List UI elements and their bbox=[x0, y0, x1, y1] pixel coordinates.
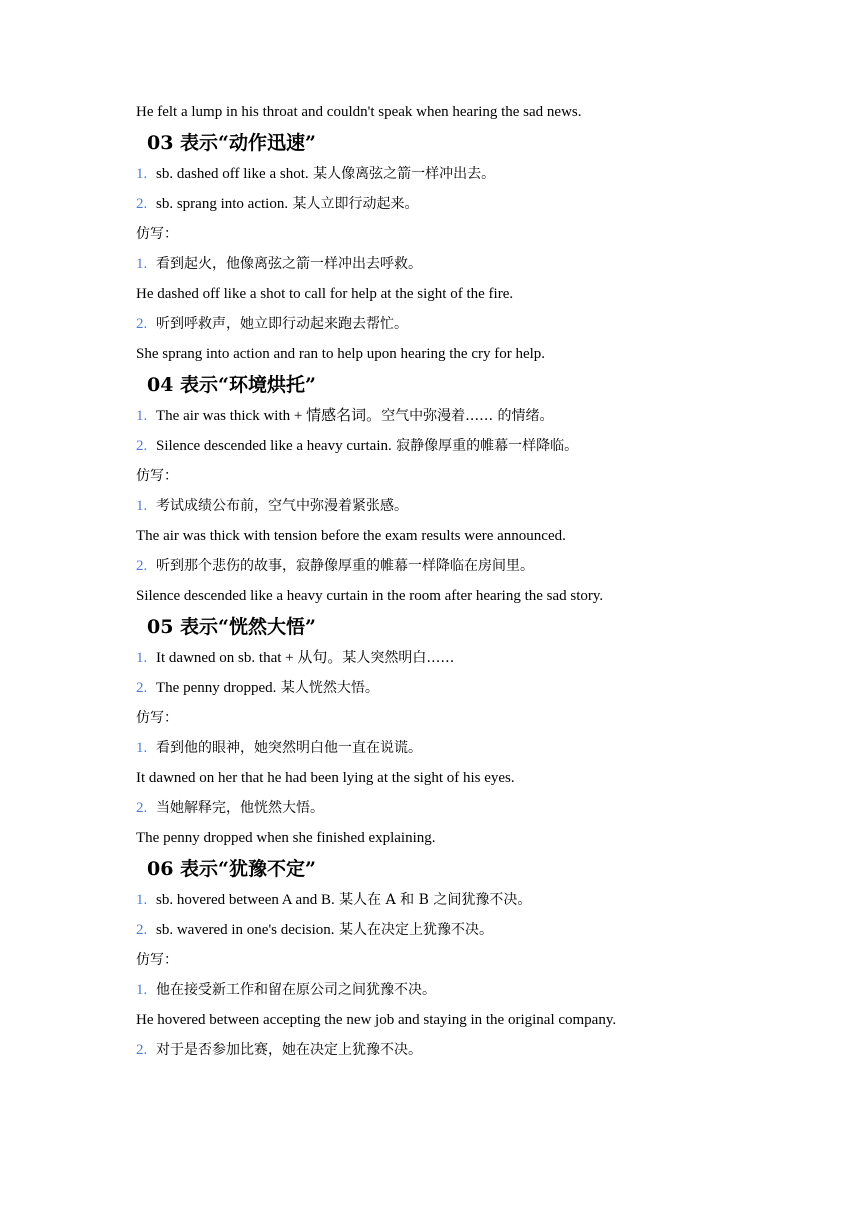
item-number: 2. bbox=[136, 922, 148, 938]
practice-chinese: 听到呼救声，她立即行动起来跑去帮忙。 bbox=[156, 316, 408, 332]
practice-chinese: 考试成绩公布前，空气中弥漫着紧张感。 bbox=[156, 498, 408, 514]
practice-answer: Silence descended like a heavy curtain in the room after hearing the sad story. bbox=[136, 588, 604, 604]
practice-prompt bbox=[136, 496, 826, 517]
item-number: 1. bbox=[136, 408, 148, 424]
practice-label: 仿写： bbox=[136, 710, 178, 726]
item-number: 1. bbox=[136, 892, 148, 908]
phrase-chinese: 某人在决定上犹豫不决。 bbox=[334, 922, 493, 938]
section-04 bbox=[136, 372, 826, 607]
phrase-english: sb. hovered between A and B. bbox=[156, 892, 335, 908]
phrase-item bbox=[136, 648, 826, 669]
practice-answer: It dawned on her that he had been lying at the sight of his eyes. bbox=[136, 770, 515, 786]
practice-answer: The penny dropped when she finished explaining. bbox=[136, 830, 436, 846]
document-page bbox=[136, 102, 826, 1061]
phrase-english: sb. sprang into action. bbox=[156, 196, 289, 212]
phrase-item bbox=[136, 920, 826, 941]
practice-answer: The air was thick with tension before the exam results were announced. bbox=[136, 528, 566, 544]
phrase-english: The air was thick with + 情感名词。 bbox=[156, 408, 382, 424]
practice-chinese: 听到那个悲伤的故事，寂静像厚重的帷幕一样降临在房间里。 bbox=[156, 558, 534, 574]
phrase-item bbox=[136, 436, 826, 457]
practice-prompt bbox=[136, 1040, 826, 1061]
phrase-chinese: 空气中弥漫着…… 的情绪。 bbox=[381, 408, 554, 424]
item-number: 2. bbox=[136, 316, 148, 332]
practice-answer: He dashed off like a shot to call for help at the sight of the fire. bbox=[136, 286, 514, 302]
item-number: 1. bbox=[136, 256, 148, 272]
section-heading: 03 表示“动作迅速” bbox=[147, 132, 316, 154]
item-number: 1. bbox=[136, 740, 148, 756]
phrase-english: sb. dashed off like a shot. bbox=[156, 166, 309, 182]
practice-answer: She sprang into action and ran to help upon hearing the cry for help. bbox=[136, 346, 546, 362]
practice-prompt bbox=[136, 980, 826, 1001]
phrase-chinese: 某人突然明白…… bbox=[342, 650, 455, 666]
item-number: 2. bbox=[136, 558, 148, 574]
practice-chinese: 看到他的眼神，她突然明白他一直在说谎。 bbox=[156, 740, 422, 756]
practice-label: 仿写： bbox=[136, 468, 178, 484]
item-number: 1. bbox=[136, 650, 148, 666]
phrase-item bbox=[136, 890, 826, 911]
item-number: 1. bbox=[136, 498, 148, 514]
phrase-chinese: 某人在 A 和 B 之间犹豫不决。 bbox=[334, 892, 532, 908]
phrase-item bbox=[136, 164, 826, 185]
intro-sentence: He felt a lump in his throat and couldn't speak when hearing the sad news. bbox=[136, 104, 582, 120]
section-05 bbox=[136, 614, 826, 849]
section-03 bbox=[136, 130, 826, 365]
item-number: 2. bbox=[136, 196, 148, 212]
section-heading: 05 表示“恍然大悟” bbox=[147, 616, 316, 638]
phrase-english: It dawned on sb. that + 从句。 bbox=[156, 650, 343, 666]
practice-prompt bbox=[136, 798, 826, 819]
item-number: 2. bbox=[136, 438, 148, 454]
phrase-item bbox=[136, 678, 826, 699]
practice-prompt bbox=[136, 314, 826, 335]
item-number: 2. bbox=[136, 680, 148, 696]
item-number: 2. bbox=[136, 800, 148, 816]
practice-label: 仿写： bbox=[136, 952, 178, 968]
section-heading: 06 表示“犹豫不定” bbox=[147, 858, 316, 880]
phrase-english: The penny dropped. bbox=[156, 680, 277, 696]
practice-chinese: 对于是否参加比赛，她在决定上犹豫不决。 bbox=[156, 1042, 422, 1058]
practice-prompt bbox=[136, 738, 826, 759]
practice-prompt bbox=[136, 556, 826, 577]
item-number: 1. bbox=[136, 166, 148, 182]
section-06 bbox=[136, 856, 826, 1061]
practice-chinese: 他在接受新工作和留在原公司之间犹豫不决。 bbox=[156, 982, 436, 998]
item-number: 1. bbox=[136, 982, 148, 998]
phrase-english: Silence descended like a heavy curtain. bbox=[156, 438, 392, 454]
practice-chinese: 当她解释完，他恍然大悟。 bbox=[156, 800, 324, 816]
practice-prompt bbox=[136, 254, 826, 275]
phrase-item bbox=[136, 194, 826, 215]
phrase-english: sb. wavered in one's decision. bbox=[156, 922, 335, 938]
practice-chinese: 看到起火，他像离弦之箭一样冲出去呼救。 bbox=[156, 256, 422, 272]
phrase-chinese: 某人像离弦之箭一样冲出去。 bbox=[308, 166, 496, 182]
practice-answer: He hovered between accepting the new job and staying in the original company. bbox=[136, 1012, 617, 1028]
phrase-item bbox=[136, 406, 826, 427]
item-number: 2. bbox=[136, 1042, 148, 1058]
phrase-chinese: 某人恍然大悟。 bbox=[276, 680, 379, 696]
phrase-chinese: 寂静像厚重的帷幕一样降临。 bbox=[391, 438, 579, 454]
practice-label: 仿写： bbox=[136, 226, 178, 242]
phrase-chinese: 某人立即行动起来。 bbox=[288, 196, 419, 212]
section-heading: 04 表示“环境烘托” bbox=[147, 374, 316, 396]
